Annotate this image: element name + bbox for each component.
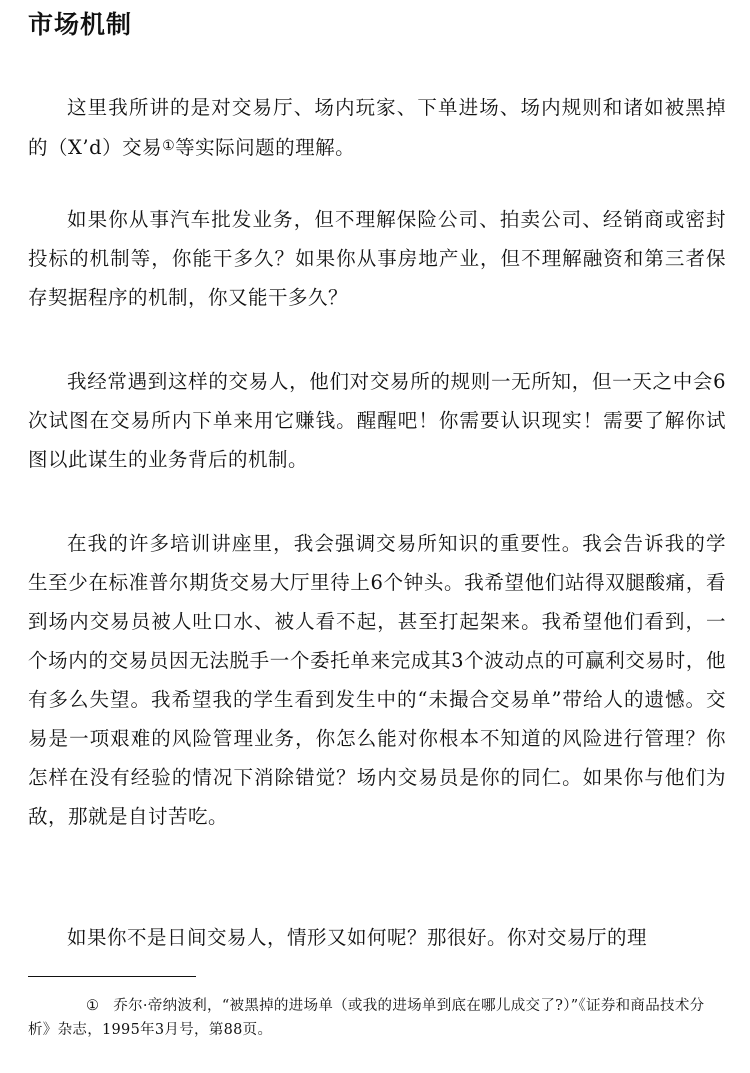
paragraph: 如果你从事汽车批发业务，但不理解保险公司、拍卖公司、经销商或密封投标的机制等，你能干多久？如果你从事房地产业，但不理解融资和第三者保存契据程序的机制，你又能干多久？ — [28, 208, 726, 309]
section-heading: 市场机制 — [28, 10, 133, 39]
footnote-text: 乔尔·帝纳波利，“被黑掉的进场单（或我的进场单到底在哪儿成交了?）”《证券和商品技术分析》杂志，1995年3月号，第88页。 — [28, 998, 705, 1038]
paragraph: 我经常遇到这样的交易人，他们对交易所的规则一无所知，但一天之中会6次试图在交易所内下单来用它赚钱。醒醒吧！你需要认识现实！需要了解你试图以此谋生的业务背后的机制。 — [28, 370, 726, 471]
footnote-reference: ① — [162, 138, 176, 154]
paragraph: 如果你不是日间交易人，情形又如何呢？那很好。你对交易厅的理 — [67, 926, 648, 949]
footnote — [28, 994, 726, 1042]
paragraph-text: 这里我所讲的是对交易厅、场内玩家、下单进场、场内规则和诸如被黑掉的（X’d）交易 — [28, 96, 726, 159]
footnote-divider — [28, 976, 196, 977]
footnote-mark: ① — [86, 998, 100, 1014]
paragraph: 在我的许多培训讲座里，我会强调交易所知识的重要性。我会告诉我的学生至少在标准普尔期货交易大厅里待上6个钟头。我希望他们站得双腿酸痛，看到场内交易员被人吐口水、被人看不起，甚至打起架来。我希望他们看到，一个场内的交易员因无法脱手一个委托单来完成其3个波动点的可赢利交易时，他有多么失望。我希望我的学生看到发生中的“未撮合交易单”带给人的遗憾。交易是一项艰难的风险管理业务，你怎么能对你根本不知道的风险进行管理？你怎样在没有经验的情况下消除错觉？场内交易员是你的同仁。如果你与他们为敌，那就是自讨苦吃。 — [28, 532, 726, 828]
paragraph — [28, 88, 726, 167]
paragraph-text: 等实际问题的理解。 — [175, 136, 356, 159]
